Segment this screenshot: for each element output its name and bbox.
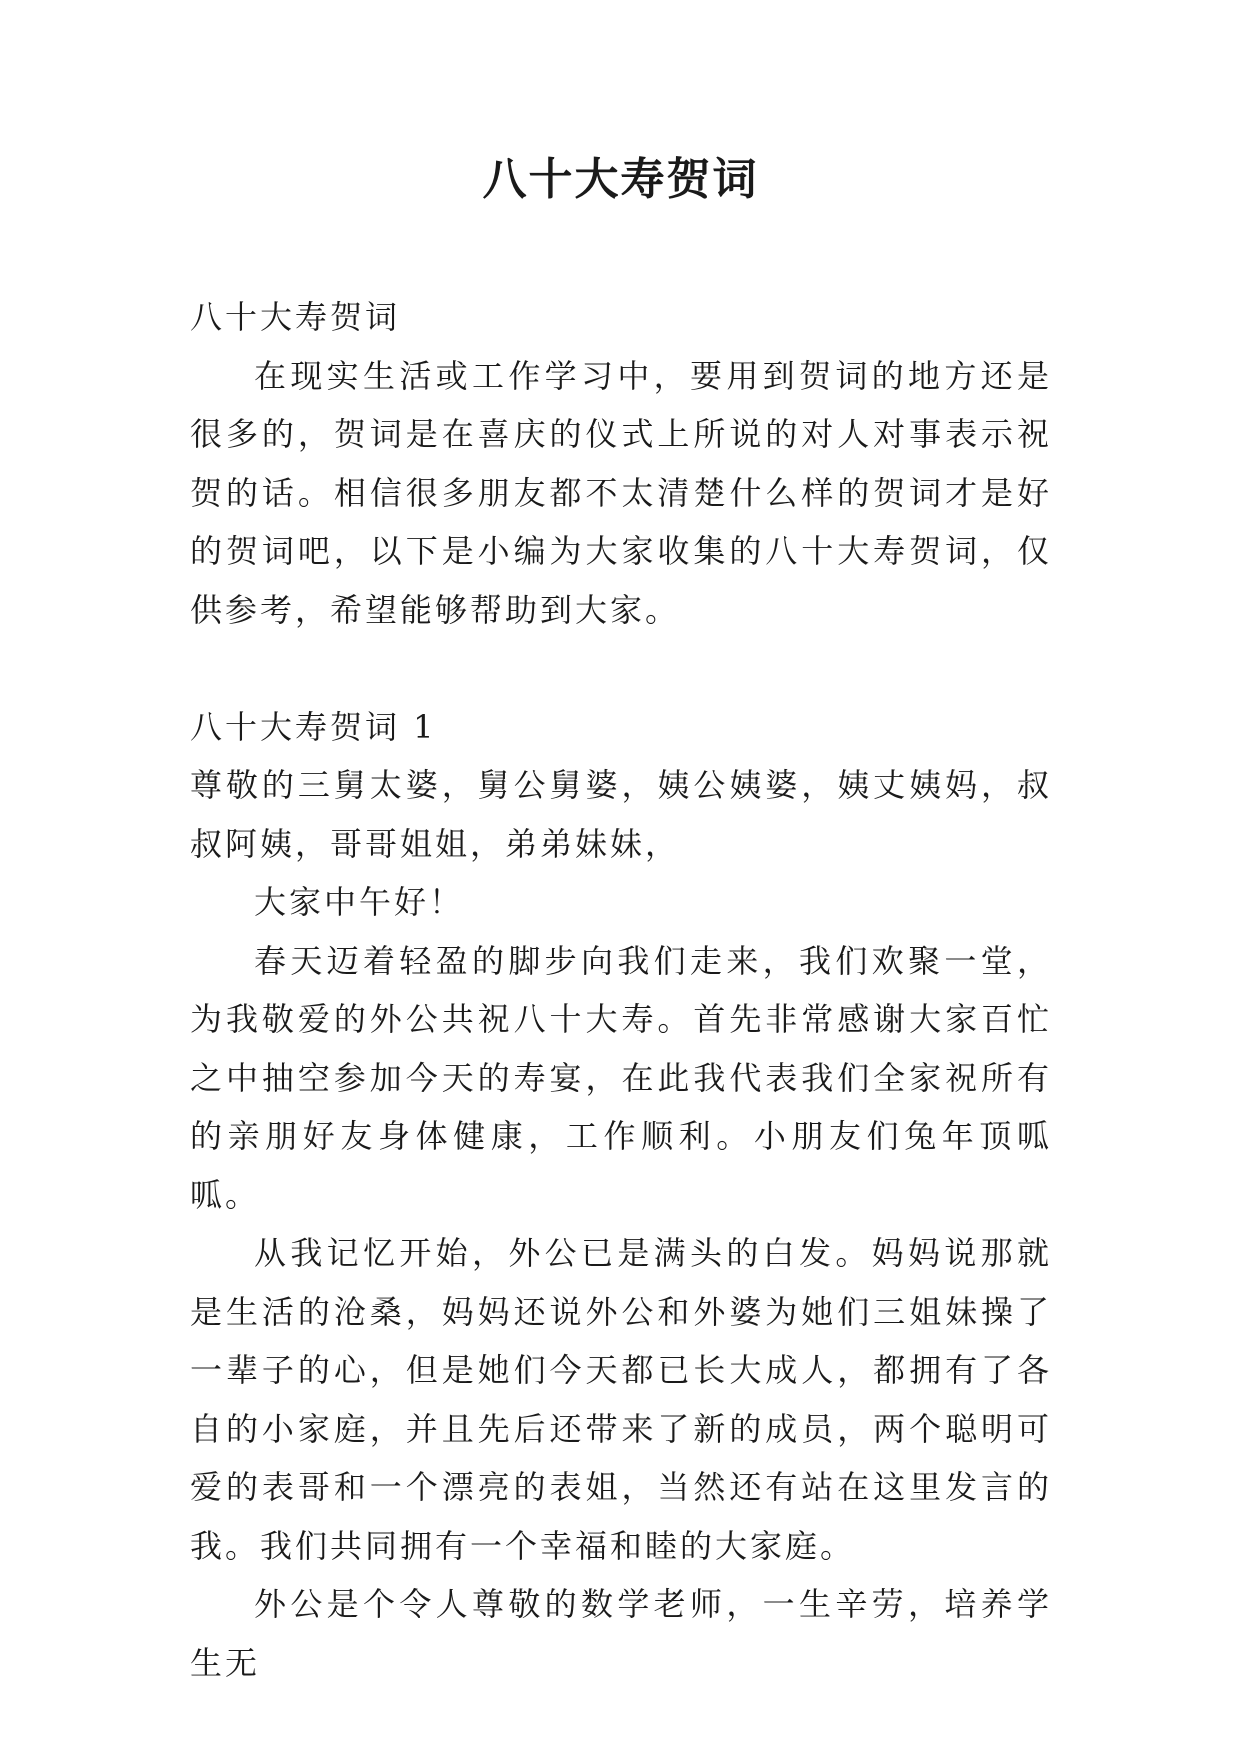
subtitle: 八十大寿贺词 xyxy=(190,298,401,336)
document-title: 八十大寿贺词 xyxy=(482,154,759,205)
paragraph: 春天迈着轻盈的脚步向我们走来，我们欢聚一堂，为我敬爱的外公共祝八十大寿。首先非常感谢大家百忙之中抽空参加今天的寿宴，在此我代表我们全家祝所有的亲朋好友身体健康，工作顺利。小朋友们兔年顶呱呱。 xyxy=(190,941,1052,1214)
greeting: 大家中午好！ xyxy=(254,883,465,921)
salutation: 尊敬的三舅太婆，舅公舅婆，姨公姨婆，姨丈姨妈，叔叔阿姨，哥哥姐姐，弟弟妹妹， xyxy=(190,766,1052,863)
intro-paragraph: 在现实生活或工作学习中，要用到贺词的地方还是很多的，贺词是在喜庆的仪式上所说的对人对事表示祝贺的话。相信很多朋友都不太清楚什么样的贺词才是好的贺词吧，以下是小编为大家收集的八十大寿贺词，仅供参考，希望能够帮助到大家。 xyxy=(190,356,1052,629)
section-spacer xyxy=(190,639,1052,698)
paragraph: 从我记忆开始，外公已是满头的白发。妈妈说那就是生活的沧桑，妈妈还说外公和外婆为她们三姐妹操了一辈子的心，但是她们今天都已长大成人，都拥有了各自的小家庭，并且先后还带来了新的成员，两个聪明可爱的表哥和一个漂亮的表姐，当然还有站在这里发言的我。我们共同拥有一个幸福和睦的大家庭。 xyxy=(190,1234,1052,1565)
section-heading: 八十大寿贺词 1 xyxy=(190,707,437,746)
document-body xyxy=(190,288,1052,1692)
paragraph: 外公是个令人尊敬的数学老师，一生辛劳，培养学生无 xyxy=(190,1585,1052,1682)
